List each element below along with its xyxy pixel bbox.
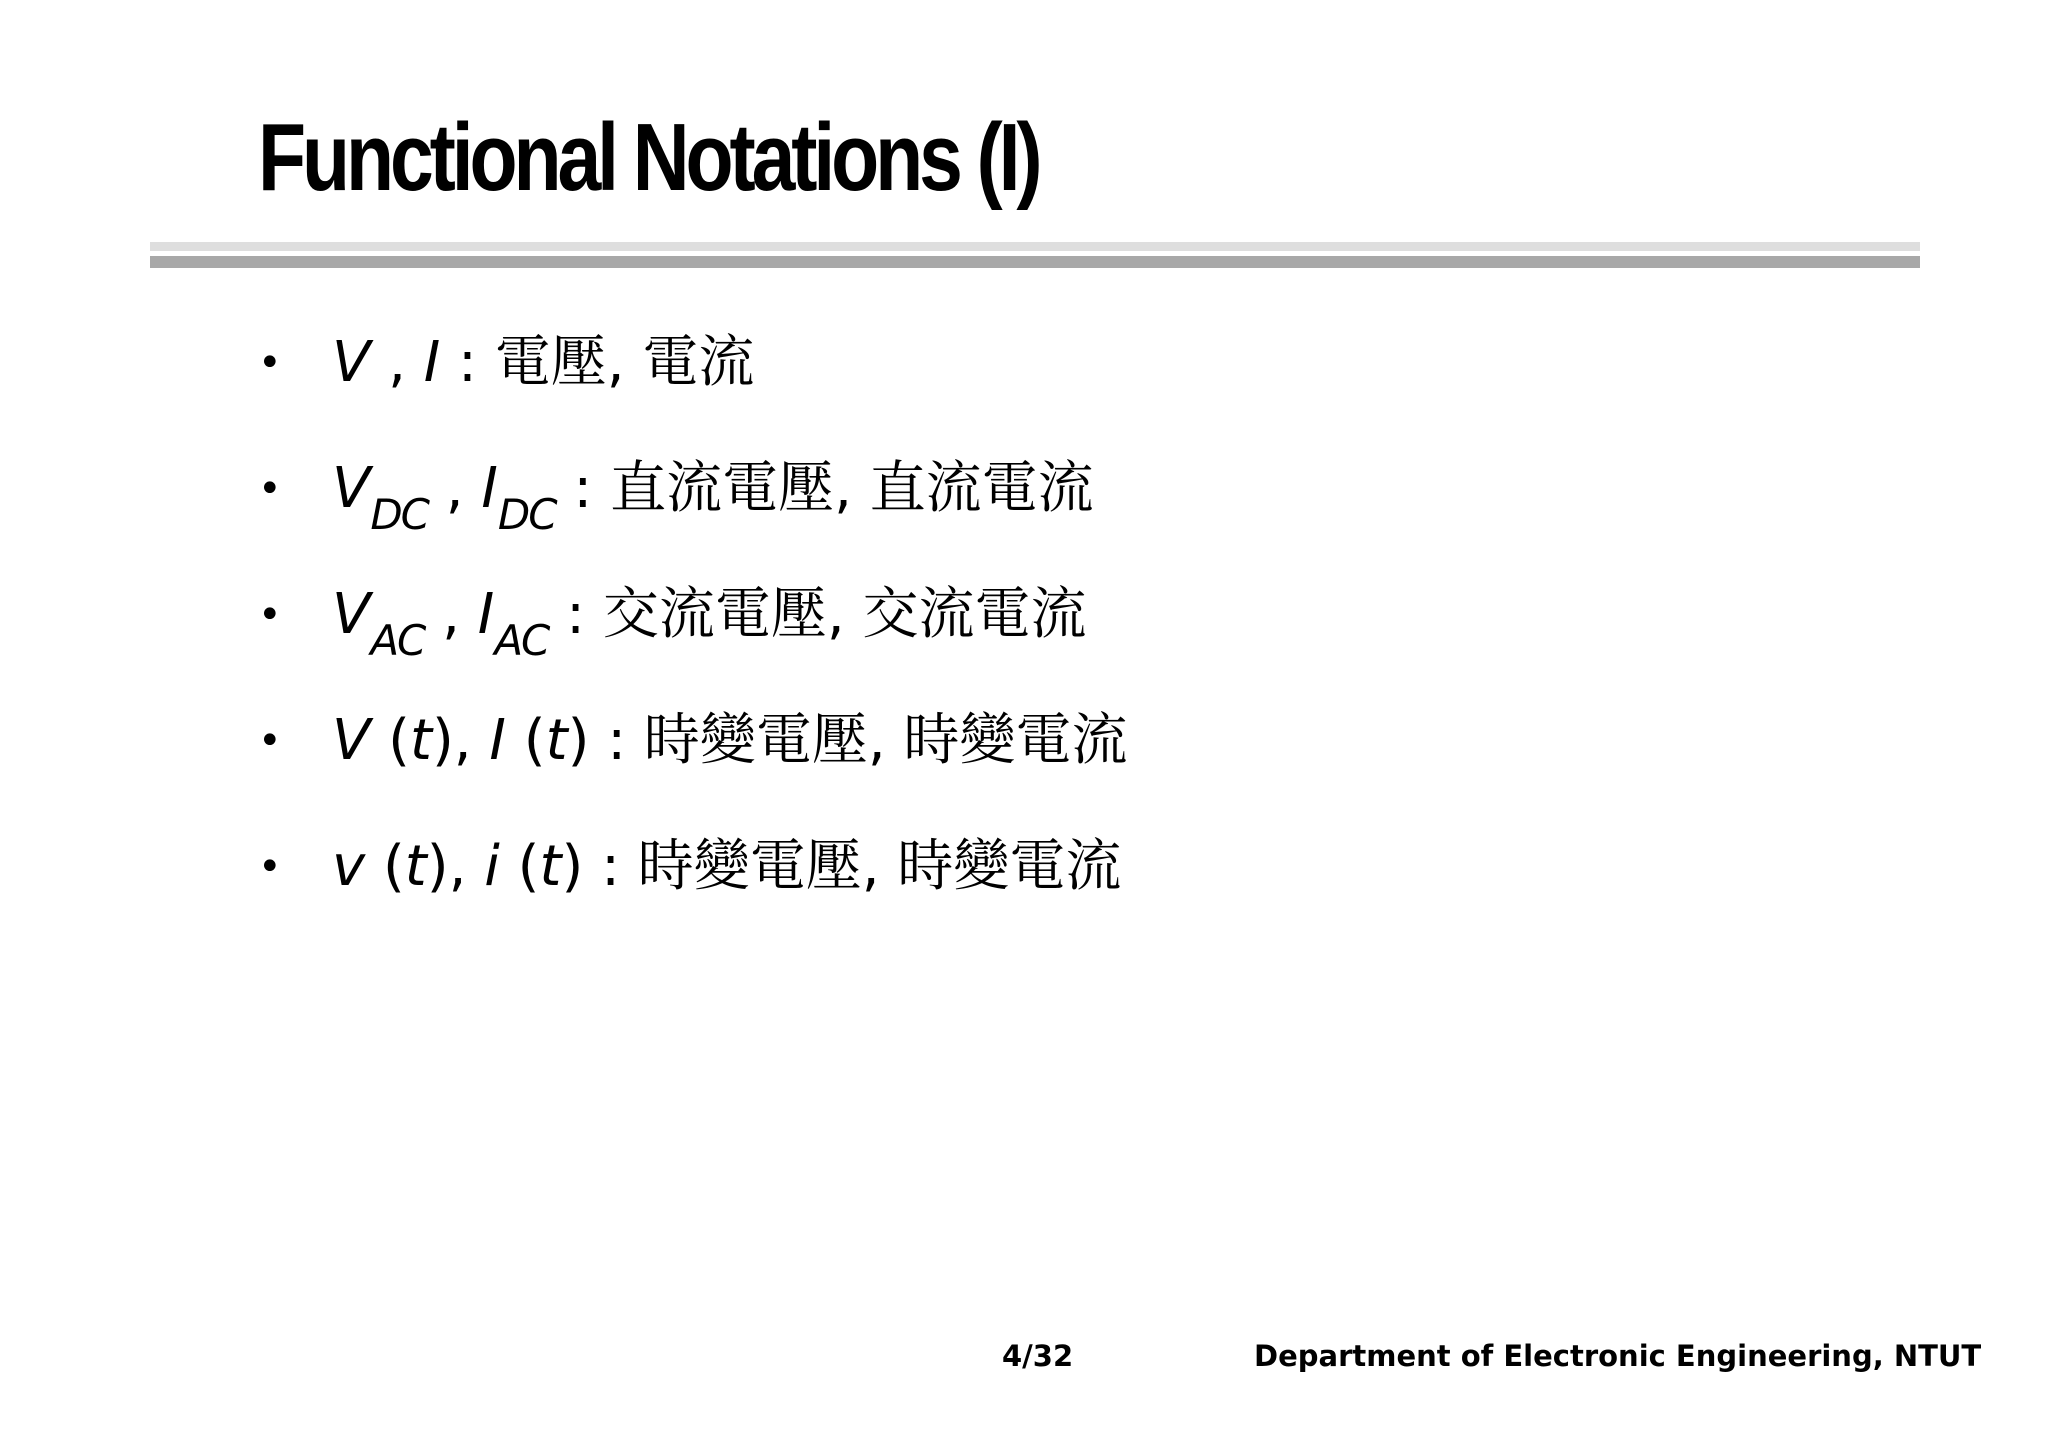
current-symbol: I (489, 708, 506, 773)
notation-item (258, 300, 1128, 426)
separator: , (370, 330, 406, 395)
time-variable: t (404, 834, 427, 899)
current-symbol: i (484, 834, 500, 899)
time-variable: t (409, 708, 432, 773)
title-divider-light (150, 242, 1920, 251)
title-divider-dark (150, 256, 1920, 268)
colon: : (555, 456, 611, 521)
department-name: Department of Electronic Engineering, NTUT (1254, 1339, 1982, 1373)
separator: , (424, 582, 460, 647)
current-symbol: I (481, 456, 498, 521)
notation-meaning: 時變電壓, 時變電流 (637, 834, 1122, 899)
voltage-subscript: DC (370, 490, 428, 539)
notation-item: • V (t), I (t) : 時變電壓, 時變電流 (258, 678, 1128, 804)
bullet-icon: • (258, 466, 282, 512)
notation-item: • v (t), i (t) : 時變電壓, 時變電流 (258, 804, 1128, 930)
bullet-icon: • (258, 718, 282, 764)
notation-meaning: 交流電壓, 交流電流 (602, 582, 1087, 647)
voltage-symbol: v (332, 834, 366, 899)
voltage-symbol: V (332, 582, 371, 647)
time-variable: t (539, 834, 562, 899)
time-variable: t (545, 708, 568, 773)
slide-title: Functional Notations (I) (258, 104, 1039, 211)
bullet-icon: • (258, 340, 282, 386)
notation-item (258, 426, 1128, 552)
separator: , (448, 834, 467, 899)
notation-meaning: 電壓, 電流 (494, 330, 755, 395)
current-symbol: I (423, 330, 441, 395)
voltage-symbol: V (332, 708, 371, 773)
colon: : (589, 708, 644, 773)
current-subscript: DC (497, 490, 556, 539)
notation-item (258, 552, 1128, 678)
voltage-subscript: AC (370, 616, 425, 665)
bullet-icon: • (258, 592, 282, 638)
bullet-icon: • (258, 844, 282, 890)
separator: , (453, 708, 472, 773)
colon: : (548, 582, 603, 647)
colon: : (440, 330, 495, 395)
notation-meaning: 直流電壓, 直流電流 (610, 456, 1094, 521)
colon: : (583, 834, 638, 899)
voltage-symbol: V (332, 456, 371, 521)
notation-list (258, 300, 1128, 930)
voltage-symbol: V (332, 330, 371, 395)
current-subscript: AC (494, 616, 549, 665)
current-symbol: I (477, 582, 495, 647)
notation-meaning: 時變電壓, 時變電流 (643, 708, 1128, 773)
page-number: 4/32 (1002, 1339, 1074, 1373)
separator: , (427, 456, 464, 521)
